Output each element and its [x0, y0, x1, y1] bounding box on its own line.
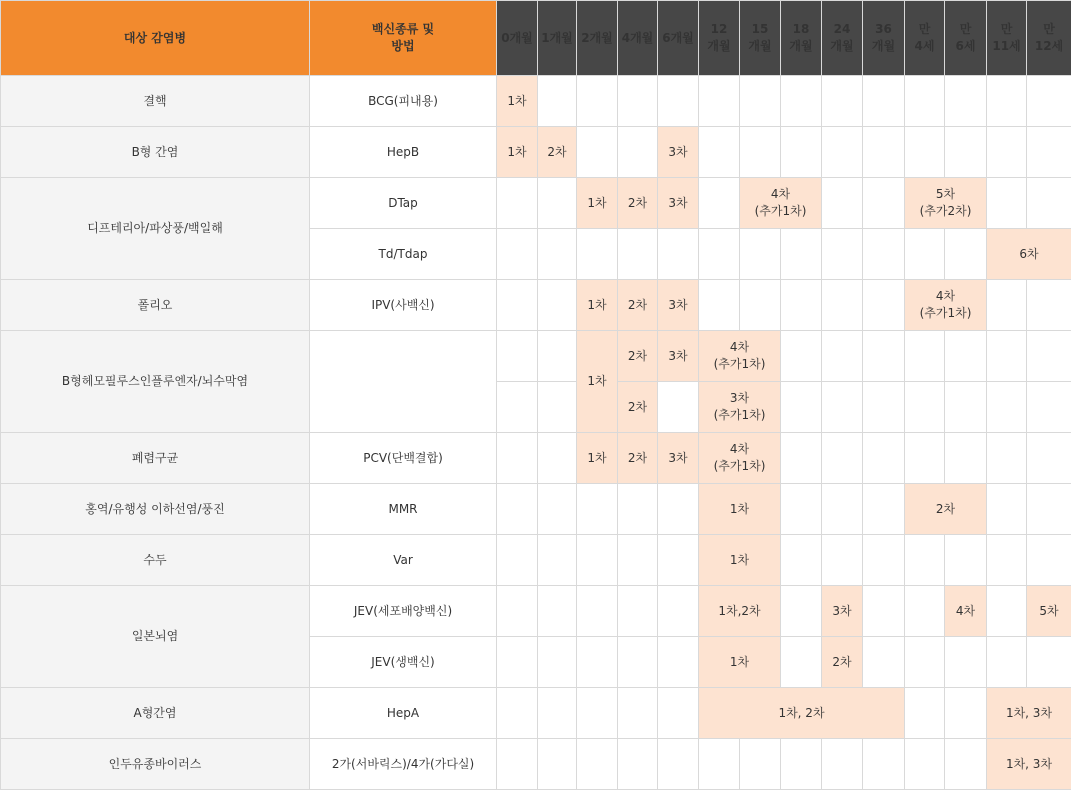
vaccine-cell: PCV(단백결합): [310, 433, 497, 484]
dose-cell: 2차: [618, 178, 658, 229]
empty-cell: [781, 229, 822, 280]
empty-cell: [822, 280, 863, 331]
empty-cell: [577, 484, 618, 535]
empty-cell: [1027, 637, 1071, 688]
empty-cell: [945, 535, 987, 586]
empty-cell: [1027, 76, 1071, 127]
empty-cell: [618, 484, 658, 535]
empty-cell: [740, 127, 781, 178]
empty-cell: [822, 76, 863, 127]
disease-cell: 결핵: [1, 76, 310, 127]
empty-cell: [863, 229, 905, 280]
empty-cell: [658, 637, 699, 688]
empty-cell: [538, 739, 577, 790]
header-vaccine: 백신종류 및 방법: [310, 1, 497, 76]
header-age: 만 11세: [987, 1, 1027, 76]
vaccine-cell: JEV(세포배양백신): [310, 586, 497, 637]
dose-cell: 1차: [577, 280, 618, 331]
empty-cell: [577, 76, 618, 127]
disease-cell: 홍역/유행성 이하선염/풍진: [1, 484, 310, 535]
table-row: [1, 433, 1071, 484]
empty-cell: [781, 433, 822, 484]
empty-cell: [905, 229, 945, 280]
empty-cell: [497, 382, 538, 433]
empty-cell: [699, 178, 740, 229]
empty-cell: [781, 739, 822, 790]
table-row: [1, 178, 1071, 229]
empty-cell: [863, 178, 905, 229]
dose-cell: 4차 (추가1차): [740, 178, 822, 229]
header-age: 0개월: [497, 1, 538, 76]
empty-cell: [658, 688, 699, 739]
vaccine-cell: 2가(서바릭스)/4가(가다실): [310, 739, 497, 790]
header-age: 2개월: [577, 1, 618, 76]
empty-cell: [905, 535, 945, 586]
empty-cell: [658, 586, 699, 637]
empty-cell: [987, 280, 1027, 331]
dose-cell: 2차: [618, 382, 658, 433]
empty-cell: [1027, 331, 1071, 382]
empty-cell: [618, 127, 658, 178]
empty-cell: [699, 280, 740, 331]
empty-cell: [822, 229, 863, 280]
empty-cell: [781, 484, 822, 535]
empty-cell: [538, 637, 577, 688]
dose-cell: 3차 (추가1차): [699, 382, 781, 433]
dose-cell: 1차: [699, 484, 781, 535]
header-disease: 대상 감염병: [1, 1, 310, 76]
dose-cell: 3차: [658, 331, 699, 382]
empty-cell: [497, 739, 538, 790]
disease-cell: 인두유종바이러스: [1, 739, 310, 790]
empty-cell: [497, 688, 538, 739]
empty-cell: [781, 637, 822, 688]
empty-cell: [945, 637, 987, 688]
empty-cell: [987, 331, 1027, 382]
empty-cell: [987, 637, 1027, 688]
empty-cell: [538, 178, 577, 229]
empty-cell: [740, 280, 781, 331]
vaccine-cell: IPV(사백신): [310, 280, 497, 331]
empty-cell: [822, 535, 863, 586]
empty-cell: [863, 382, 905, 433]
empty-cell: [699, 739, 740, 790]
empty-cell: [577, 535, 618, 586]
table-row: [1, 76, 1071, 127]
empty-cell: [1027, 484, 1071, 535]
empty-cell: [699, 127, 740, 178]
empty-cell: [863, 637, 905, 688]
dose-cell: 1차: [699, 535, 781, 586]
empty-cell: [538, 535, 577, 586]
empty-cell: [863, 331, 905, 382]
dose-cell: 1차: [699, 637, 781, 688]
empty-cell: [740, 229, 781, 280]
empty-cell: [658, 484, 699, 535]
empty-cell: [781, 331, 822, 382]
empty-cell: [905, 127, 945, 178]
empty-cell: [863, 484, 905, 535]
empty-cell: [1027, 127, 1071, 178]
empty-cell: [987, 586, 1027, 637]
empty-cell: [945, 433, 987, 484]
header-age: 만 4세: [905, 1, 945, 76]
dose-cell: 1차, 3차: [987, 688, 1071, 739]
empty-cell: [945, 382, 987, 433]
dose-cell: 1차: [577, 178, 618, 229]
empty-cell: [497, 535, 538, 586]
dose-cell: 1차,2차: [699, 586, 781, 637]
empty-cell: [740, 76, 781, 127]
empty-cell: [618, 229, 658, 280]
empty-cell: [618, 739, 658, 790]
empty-cell: [538, 382, 577, 433]
empty-cell: [538, 586, 577, 637]
vaccine-cell: MMR: [310, 484, 497, 535]
disease-cell: 폴리오: [1, 280, 310, 331]
empty-cell: [658, 76, 699, 127]
vaccine-cell: DTap: [310, 178, 497, 229]
empty-cell: [538, 280, 577, 331]
empty-cell: [905, 688, 945, 739]
empty-cell: [658, 739, 699, 790]
empty-cell: [863, 76, 905, 127]
header-age: 4개월: [618, 1, 658, 76]
disease-cell: 디프테리아/파상풍/백일해: [1, 178, 310, 280]
empty-cell: [497, 178, 538, 229]
dose-cell: 3차: [658, 280, 699, 331]
disease-cell: 폐렴구균: [1, 433, 310, 484]
empty-cell: [497, 637, 538, 688]
table-row: [1, 688, 1071, 739]
empty-cell: [618, 637, 658, 688]
dose-cell: 3차: [658, 127, 699, 178]
empty-cell: [497, 229, 538, 280]
empty-cell: [538, 229, 577, 280]
table-row: [1, 535, 1071, 586]
empty-cell: [1027, 280, 1071, 331]
empty-cell: [822, 331, 863, 382]
empty-cell: [781, 382, 822, 433]
dose-cell: 2차: [905, 484, 987, 535]
empty-cell: [740, 739, 781, 790]
empty-cell: [781, 280, 822, 331]
empty-cell: [658, 382, 699, 433]
header-age: 만 12세: [1027, 1, 1071, 76]
empty-cell: [822, 433, 863, 484]
dose-cell: 6차: [987, 229, 1071, 280]
empty-cell: [863, 739, 905, 790]
empty-cell: [497, 484, 538, 535]
dose-cell: 2차: [538, 127, 577, 178]
empty-cell: [987, 76, 1027, 127]
header-age: 12 개월: [699, 1, 740, 76]
table-row: [1, 127, 1071, 178]
empty-cell: [945, 127, 987, 178]
empty-cell: [905, 586, 945, 637]
empty-cell: [945, 229, 987, 280]
vaccine-cell: HepB: [310, 127, 497, 178]
empty-cell: [577, 586, 618, 637]
header-age: 36 개월: [863, 1, 905, 76]
empty-cell: [618, 76, 658, 127]
empty-cell: [577, 637, 618, 688]
empty-cell: [822, 382, 863, 433]
dose-cell: 1차: [497, 127, 538, 178]
dose-cell: 2차: [822, 637, 863, 688]
empty-cell: [987, 178, 1027, 229]
empty-cell: [905, 382, 945, 433]
header-age: 6개월: [658, 1, 699, 76]
empty-cell: [822, 739, 863, 790]
vaccine-cell: HepA: [310, 688, 497, 739]
empty-cell: [905, 739, 945, 790]
empty-cell: [987, 382, 1027, 433]
dose-cell: 2차: [618, 331, 658, 382]
empty-cell: [1027, 433, 1071, 484]
empty-cell: [618, 535, 658, 586]
dose-cell: 1차: [497, 76, 538, 127]
empty-cell: [699, 76, 740, 127]
empty-cell: [781, 76, 822, 127]
empty-cell: [538, 484, 577, 535]
dose-cell: 2차: [618, 280, 658, 331]
dose-cell: 5차 (추가2차): [905, 178, 987, 229]
empty-cell: [577, 688, 618, 739]
empty-cell: [497, 331, 538, 382]
header-row: [1, 1, 1071, 76]
empty-cell: [658, 229, 699, 280]
empty-cell: [863, 280, 905, 331]
table-row: [1, 331, 1071, 382]
dose-cell: 1차, 3차: [987, 739, 1071, 790]
empty-cell: [538, 688, 577, 739]
dose-cell: 4차 (추가1차): [699, 433, 781, 484]
empty-cell: [699, 229, 740, 280]
dose-cell: 1차: [577, 433, 618, 484]
empty-cell: [497, 280, 538, 331]
disease-cell: 수두: [1, 535, 310, 586]
vaccine-cell: Td/Tdap: [310, 229, 497, 280]
empty-cell: [822, 178, 863, 229]
empty-cell: [822, 484, 863, 535]
dose-cell: 1차, 2차: [699, 688, 905, 739]
disease-cell: 일본뇌염: [1, 586, 310, 688]
dose-cell: 5차: [1027, 586, 1071, 637]
table-row: [1, 280, 1071, 331]
disease-cell: A형간염: [1, 688, 310, 739]
empty-cell: [863, 433, 905, 484]
dose-cell: 2차: [618, 433, 658, 484]
empty-cell: [781, 535, 822, 586]
vaccine-cell: [310, 331, 497, 433]
empty-cell: [905, 433, 945, 484]
table-row: [1, 739, 1071, 790]
disease-cell: B형헤모필루스인플루엔자/뇌수막염: [1, 331, 310, 433]
empty-cell: [987, 127, 1027, 178]
empty-cell: [905, 637, 945, 688]
table-row: [1, 484, 1071, 535]
header-age: 18 개월: [781, 1, 822, 76]
empty-cell: [538, 433, 577, 484]
empty-cell: [1027, 382, 1071, 433]
empty-cell: [945, 331, 987, 382]
empty-cell: [577, 229, 618, 280]
dose-cell: 3차: [658, 178, 699, 229]
empty-cell: [905, 76, 945, 127]
dose-cell: 1차: [577, 331, 618, 433]
empty-cell: [1027, 535, 1071, 586]
empty-cell: [945, 739, 987, 790]
empty-cell: [1027, 178, 1071, 229]
empty-cell: [781, 127, 822, 178]
empty-cell: [905, 331, 945, 382]
empty-cell: [658, 535, 699, 586]
dose-cell: 4차: [945, 586, 987, 637]
dose-cell: 3차: [822, 586, 863, 637]
empty-cell: [497, 586, 538, 637]
empty-cell: [781, 586, 822, 637]
disease-cell: B형 간염: [1, 127, 310, 178]
schedule-body: [1, 76, 1071, 790]
header-age: 1개월: [538, 1, 577, 76]
empty-cell: [618, 586, 658, 637]
vaccine-cell: Var: [310, 535, 497, 586]
empty-cell: [538, 331, 577, 382]
empty-cell: [497, 433, 538, 484]
dose-cell: 3차: [658, 433, 699, 484]
empty-cell: [945, 76, 987, 127]
empty-cell: [945, 688, 987, 739]
vaccine-cell: BCG(피내용): [310, 76, 497, 127]
vaccine-cell: JEV(생백신): [310, 637, 497, 688]
empty-cell: [822, 127, 863, 178]
dose-cell: 4차 (추가1차): [905, 280, 987, 331]
header-age: 24 개월: [822, 1, 863, 76]
empty-cell: [863, 586, 905, 637]
empty-cell: [987, 535, 1027, 586]
empty-cell: [577, 739, 618, 790]
table-row: [1, 586, 1071, 637]
empty-cell: [863, 535, 905, 586]
empty-cell: [863, 127, 905, 178]
header-age: 15 개월: [740, 1, 781, 76]
dose-cell: 4차 (추가1차): [699, 331, 781, 382]
header-age: 만 6세: [945, 1, 987, 76]
empty-cell: [577, 127, 618, 178]
empty-cell: [987, 433, 1027, 484]
empty-cell: [987, 484, 1027, 535]
empty-cell: [618, 688, 658, 739]
empty-cell: [538, 76, 577, 127]
